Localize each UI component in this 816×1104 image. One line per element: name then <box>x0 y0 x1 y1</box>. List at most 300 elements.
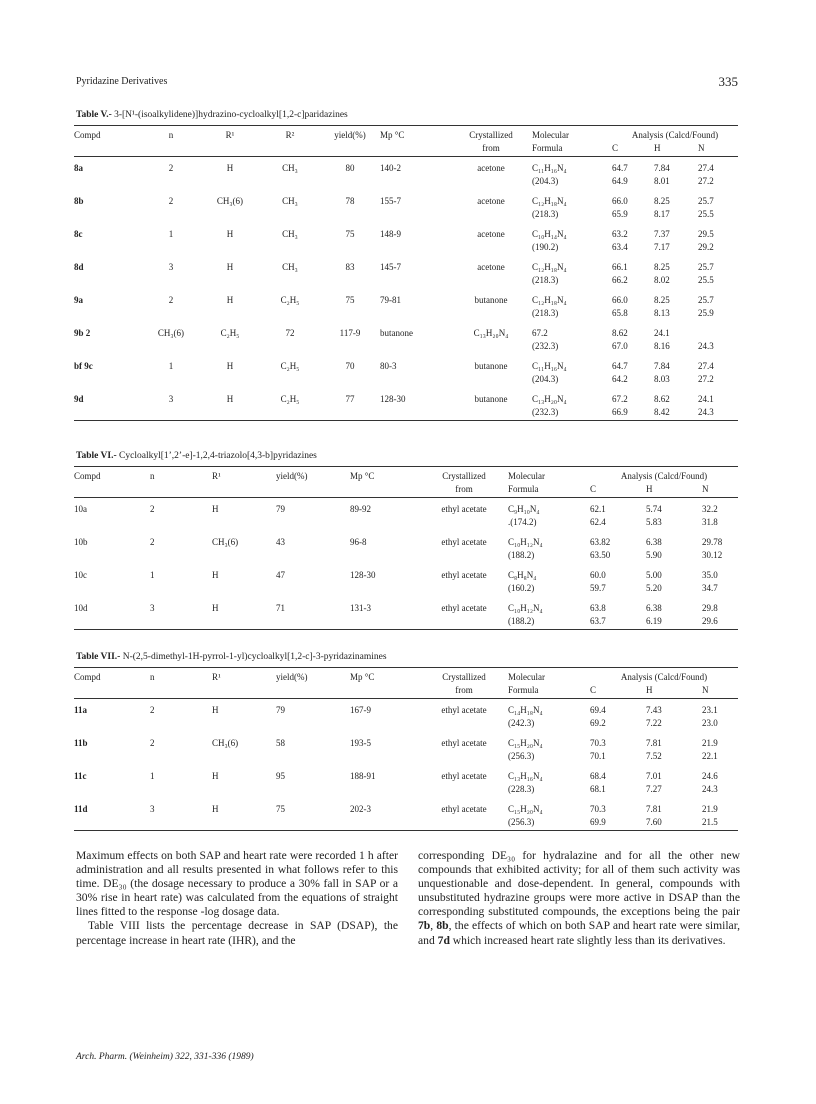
table-cell <box>142 175 200 188</box>
table-cell: 11b <box>74 738 88 748</box>
table-cell: 68.4 <box>590 771 606 781</box>
running-head <box>74 76 738 90</box>
table-cell: ethyl acetate <box>441 537 487 547</box>
table-cell: 11c <box>74 771 87 781</box>
table-cell: 6.38 <box>646 537 662 547</box>
table-cell: 10c <box>74 570 87 580</box>
table-cell: 7.17 <box>654 241 670 252</box>
body-column-right <box>418 849 740 948</box>
table-cell: C₁₃H₁₆N₄ <box>508 771 543 781</box>
table-cell <box>450 208 532 221</box>
table-cell: 8c <box>74 229 83 239</box>
table-cell: 78 <box>345 196 355 206</box>
table5-title: 3-[N¹-(isoalkylidene)]hydrazino-cycloalkyl[1,2-c]paridazines <box>111 110 348 120</box>
table-cell: 7.81 <box>646 804 662 814</box>
compound-ref: 7b <box>418 919 431 933</box>
table-row <box>74 253 738 274</box>
table-cell <box>142 208 200 221</box>
table-cell <box>450 274 532 287</box>
table-cell <box>200 307 260 320</box>
table-cell <box>276 582 350 595</box>
body-column-left <box>76 849 398 948</box>
table-cell: 25.9 <box>698 307 714 318</box>
table6-label: Table VI.- <box>76 451 117 461</box>
table-cell: 1 <box>150 570 155 580</box>
table-cell <box>150 816 212 831</box>
table-cell: acetone <box>477 262 505 272</box>
table-cell: 7.84 <box>654 163 670 173</box>
table-cell <box>260 340 320 353</box>
table-cell: CH₃(6) <box>212 537 239 547</box>
table-cell: 11a <box>74 705 88 715</box>
table-row <box>74 208 738 221</box>
table-cell: C₁₂H₁₈N₄ <box>532 295 567 305</box>
table-cell: 70.1 <box>590 750 606 761</box>
table-cell: 8.25 <box>654 262 670 272</box>
table-cell: 1 <box>150 771 155 781</box>
table-cell: 34.7 <box>702 582 718 593</box>
table-cell <box>142 307 200 320</box>
table-cell <box>150 582 212 595</box>
text-run: , <box>430 919 437 933</box>
table-cell <box>450 406 532 421</box>
table-cell: H <box>226 295 234 305</box>
col-analysis-header: Analysis (Calcd/Found) <box>590 668 738 684</box>
table-cell: 29.78 <box>702 537 723 547</box>
table-cell: C₁₄H₁₈N₄ <box>508 705 543 715</box>
table-cell: 2 <box>168 295 174 305</box>
table-cell: 71 <box>276 603 285 613</box>
table-cell: (190.2) <box>532 241 559 252</box>
table-cell: 79 <box>276 504 285 514</box>
col-compd-header: Compd <box>74 668 150 684</box>
table-cell <box>142 274 200 287</box>
table-cell <box>420 615 508 630</box>
table-cell: 29.6 <box>702 615 738 630</box>
table-cell: 8.25 <box>654 295 670 305</box>
table-cell: 131-3 <box>350 603 371 613</box>
table6-title: Cycloalkyl[1’,2’-e]-1,2,4-triazolo[4,3-b]pyridazines <box>116 451 317 461</box>
table-cell: (232.3) <box>532 340 559 351</box>
table-cell: 7.84 <box>654 361 670 371</box>
table-cell: H <box>226 262 234 272</box>
table-cell <box>150 549 212 562</box>
table-cell: 68.1 <box>590 783 606 794</box>
table-cell <box>200 274 260 287</box>
table-cell: 8.16 <box>654 340 670 351</box>
table-cell: C₁₅H₂₀N₄ <box>508 804 543 814</box>
paragraph <box>418 849 740 948</box>
table-cell: 10b <box>74 537 88 547</box>
table-cell: 5.20 <box>646 582 662 593</box>
table-cell: ethyl acetate <box>441 771 487 781</box>
table-cell: 7.37 <box>654 229 670 239</box>
table-cell: C₁₀H₁₂N₄ <box>508 603 543 613</box>
table-cell: 3 <box>168 394 174 404</box>
table-cell: 7.60 <box>646 816 702 831</box>
table-cell: 140-2 <box>380 163 401 173</box>
table-cell: 2 <box>168 163 174 173</box>
table5-header-row <box>74 126 738 142</box>
table-cell: (204.3) <box>532 175 559 186</box>
table-cell: 25.5 <box>698 208 714 219</box>
table-cell <box>320 274 380 287</box>
table-cell <box>380 406 450 421</box>
table-cell <box>350 549 420 562</box>
table-cell: 83 <box>345 262 355 272</box>
table-cell: 8.42 <box>654 406 698 421</box>
table-cell: 25.5 <box>698 274 714 285</box>
table-cell: 3 <box>168 262 174 272</box>
table-cell: ethyl acetate <box>441 738 487 748</box>
table-cell: 5.74 <box>646 504 662 514</box>
table-cell <box>260 208 320 221</box>
table-cell: 128-30 <box>380 394 406 404</box>
table-cell <box>380 241 450 254</box>
table-row <box>74 175 738 188</box>
col-from-header: from <box>420 483 508 498</box>
table-cell <box>260 274 320 287</box>
table-cell: H <box>212 771 219 781</box>
table-row <box>74 816 738 831</box>
table7-title: N-(2,5-dimethyl-1H-pyrrol-1-yl)cycloalkyl[1,2-c]-3-pyridazinamines <box>120 652 387 662</box>
table-cell: 167-9 <box>350 705 371 715</box>
table-cell: 8.25 <box>654 196 670 206</box>
table-row <box>74 157 738 175</box>
table-cell <box>276 549 350 562</box>
table-cell: 1 <box>168 361 174 371</box>
table-cell: .(174.2) <box>508 516 537 527</box>
table-cell: 64.7 <box>612 361 628 371</box>
table-cell: 7.43 <box>646 705 662 715</box>
table-cell: 25.7 <box>698 262 714 272</box>
table-cell <box>74 175 142 188</box>
table-cell <box>350 582 420 595</box>
table-cell: 7.01 <box>646 771 662 781</box>
table-cell: 24.3 <box>698 340 714 351</box>
table-row <box>74 717 738 730</box>
col-analysis-header: Analysis (Calcd/Found) <box>612 126 738 142</box>
table-cell <box>380 175 450 188</box>
table-cell <box>320 340 380 353</box>
table-cell <box>142 406 200 421</box>
table-cell: 202-3 <box>350 804 371 814</box>
table-cell: C₁₅H₂₀N₄ <box>508 738 543 748</box>
table-cell <box>74 615 150 630</box>
col-compd-header: Compd <box>74 467 150 483</box>
text-run: which increased heart rate slightly less than its derivatives. <box>449 933 726 947</box>
table-cell: 9a <box>74 295 83 305</box>
table-cell: 77 <box>345 394 355 404</box>
table-row <box>74 498 738 516</box>
table-cell <box>74 582 150 595</box>
table5-body <box>74 157 738 421</box>
table-cell: (204.3) <box>532 373 559 384</box>
table-cell: 9b 2 <box>74 328 91 338</box>
table-cell: 24.3 <box>702 783 718 794</box>
table-row <box>74 699 738 717</box>
col-analysis-header: Analysis (Calcd/Found) <box>590 467 738 483</box>
col-mp-header: Mp °C <box>350 668 420 684</box>
table-cell: (256.3) <box>508 750 535 761</box>
table-cell <box>212 582 276 595</box>
paragraph: Maximum effects on both SAP and heart rate were recorded 1 h after administration and all results presented in what follows refer to this time. DE₃₀ (the dosage necessary to produce a 30% fall in SAP or a 30% rise in heart rate) was calculated from the equations of straight lines fitted to the response -log dosage data. <box>76 849 398 919</box>
table-cell <box>420 750 508 763</box>
table-cell: 66.0 <box>612 196 628 206</box>
table7-label: Table VII.- <box>76 652 121 662</box>
table-cell <box>450 175 532 188</box>
table-cell <box>74 816 150 831</box>
table-cell <box>200 208 260 221</box>
table-row <box>74 340 738 353</box>
table-cell: 60.0 <box>590 570 606 580</box>
table-cell: 80-3 <box>380 361 397 371</box>
table-cell <box>350 783 420 796</box>
table-cell: 24.6 <box>702 771 718 781</box>
table-cell: 5.00 <box>646 570 662 580</box>
table-cell: 2 <box>168 196 174 206</box>
table-cell: 66.0 <box>612 295 628 305</box>
col-from-header: from <box>450 142 532 157</box>
table-cell: 9d <box>74 394 84 404</box>
journal-citation: Arch. Pharm. (Weinheim) 322, 331-336 (1989) <box>76 1052 254 1062</box>
table-cell: 117-9 <box>339 328 361 338</box>
table-cell <box>350 816 420 831</box>
table-cell: 69.4 <box>590 705 606 715</box>
table-cell <box>420 549 508 562</box>
table-cell: (242.3) <box>508 717 535 728</box>
col-n-header: n <box>150 668 212 684</box>
table7-caption <box>76 652 387 662</box>
table-cell: 43 <box>276 537 285 547</box>
col-n-header: n <box>142 126 200 142</box>
table-cell: 8d <box>74 262 84 272</box>
table-cell: 3 <box>150 603 155 613</box>
col-cryst-header: Crystallized <box>420 668 508 684</box>
text-run: corresponding DE₃₀ for hydralazine and for all the other new compounds that exhibited activity; for all of them such activity was unquestionable and dose-dependent. In general, compounds with unsubstituted hydrazine groups were more active in DSAP than the corresponding substituted compounds, the exceptions being the pair <box>418 849 740 919</box>
table-cell: 155-7 <box>380 196 401 206</box>
table-cell <box>380 274 450 287</box>
table-cell <box>200 406 260 421</box>
table-cell <box>420 816 508 831</box>
table-cell: butanone <box>474 295 508 305</box>
col-c-header: C <box>590 483 646 498</box>
col-compd-header: Compd <box>74 126 142 142</box>
table-row <box>74 783 738 796</box>
col-h-header: H <box>654 142 698 157</box>
table-cell <box>320 175 380 188</box>
table-cell: 128-30 <box>350 570 376 580</box>
table-cell: 8.13 <box>654 307 670 318</box>
table-row <box>74 594 738 615</box>
table-cell: 8a <box>74 163 83 173</box>
col-n-header: n <box>150 467 212 483</box>
table-cell: 8.01 <box>654 175 670 186</box>
table-cell: butanone <box>474 394 508 404</box>
table-cell <box>150 717 212 730</box>
page-number: 335 <box>718 74 738 89</box>
table-cell <box>142 340 200 353</box>
table-cell: 23.0 <box>702 717 718 728</box>
table-cell <box>150 516 212 529</box>
table-cell: 27.4 <box>698 163 714 173</box>
table-cell <box>420 783 508 796</box>
table-cell: C₁₁H₁₆N₄ <box>532 163 567 173</box>
table-cell <box>200 241 260 254</box>
table-cell <box>200 340 260 353</box>
table7 <box>74 667 738 831</box>
table-cell: 11d <box>74 804 88 814</box>
table-cell: 65.8 <box>612 307 628 318</box>
table-row <box>74 187 738 208</box>
table-cell <box>212 783 276 796</box>
col-r1-header: R¹ <box>212 467 276 483</box>
table-cell: 63.50 <box>590 549 611 560</box>
table-cell: 148-9 <box>380 229 401 239</box>
table-cell: 62.1 <box>590 504 606 514</box>
table-cell: H <box>226 361 234 371</box>
table-cell: ethyl acetate <box>441 705 487 715</box>
table-cell: 2 <box>150 504 155 514</box>
table-cell <box>276 615 350 630</box>
table-cell: butanone <box>474 361 508 371</box>
table-row <box>74 286 738 307</box>
table-cell <box>698 319 738 340</box>
table-cell: C₁₀H₁₂N₄ <box>508 537 543 547</box>
table5-caption <box>76 110 348 120</box>
table-cell: 2 <box>150 537 155 547</box>
col-c-header: C <box>590 684 646 699</box>
table-cell: (228.3) <box>508 783 535 794</box>
table-cell: C₁₂H₁₈N₄ <box>532 262 567 272</box>
table-cell <box>276 783 350 796</box>
table-row <box>74 352 738 373</box>
table-cell <box>150 615 212 630</box>
col-formula-header: Molecular <box>532 126 612 142</box>
table-cell: (188.2) <box>508 549 535 560</box>
table-cell: 145-7 <box>380 262 401 272</box>
table-row <box>74 516 738 529</box>
table-cell: C₉H₁₀N₄ <box>508 504 540 514</box>
table-cell: CH₃(6) <box>157 328 185 338</box>
table-cell: H <box>226 394 234 404</box>
table-cell: 72 <box>285 328 295 338</box>
table-cell: C₈H₈N₄ <box>508 570 537 580</box>
table-row <box>74 528 738 549</box>
table-cell <box>74 549 150 562</box>
table-cell: 7.81 <box>646 738 662 748</box>
table-cell: H <box>212 804 219 814</box>
table-cell: 5.83 <box>646 516 662 527</box>
table-cell: 80 <box>345 163 355 173</box>
table-row <box>74 615 738 630</box>
table-cell: (218.3) <box>532 307 559 318</box>
table-cell: CH₃ <box>282 196 298 206</box>
table-cell: 5.90 <box>646 549 662 560</box>
compound-ref: 7d <box>437 933 450 947</box>
table-cell: 25.7 <box>698 196 714 206</box>
table-row <box>74 373 738 386</box>
table6 <box>74 466 738 630</box>
table-cell: 75 <box>345 229 355 239</box>
table-cell <box>260 406 320 421</box>
table-cell <box>212 516 276 529</box>
table-cell <box>200 373 260 386</box>
table-cell: 23.1 <box>702 705 718 715</box>
table-cell: C₂H₅ <box>280 295 300 305</box>
table-cell <box>260 373 320 386</box>
table-cell: 30.12 <box>702 549 723 560</box>
table-cell: H <box>212 570 219 580</box>
table-cell: 193-5 <box>350 738 371 748</box>
table-cell <box>74 373 142 386</box>
table-cell: (188.2) <box>508 615 590 630</box>
table-cell: 31.8 <box>702 516 718 527</box>
paragraph: Table VIII lists the percentage decrease in SAP (DSAP), the percentage increase in heart rate (IHR), and the <box>76 919 398 947</box>
table-cell: 64.7 <box>612 163 628 173</box>
table-cell: 27.2 <box>698 373 714 384</box>
table-cell: 2 <box>150 738 155 748</box>
table-cell: 70.3 <box>590 804 606 814</box>
table-cell <box>260 241 320 254</box>
table-cell: 27.4 <box>698 361 714 371</box>
table-cell <box>450 373 532 386</box>
table-cell <box>276 816 350 831</box>
col-h-header: H <box>646 483 702 498</box>
table-cell: 59.7 <box>590 582 606 593</box>
table-cell: 70 <box>345 361 355 371</box>
table-cell: 24.3 <box>698 406 738 421</box>
table-row <box>74 319 738 340</box>
col-yield-header: yield(%) <box>276 467 350 483</box>
table-cell: 8.03 <box>654 373 670 384</box>
table-cell: (232.3) <box>532 406 612 421</box>
table-cell <box>74 516 150 529</box>
table-cell: (256.3) <box>508 816 590 831</box>
table-cell <box>320 406 380 421</box>
table-cell: 65.9 <box>612 208 628 219</box>
table-row <box>74 307 738 320</box>
col-from-header: from <box>420 684 508 699</box>
table-cell: butanone <box>380 328 413 338</box>
col-n2-header: N <box>702 483 738 498</box>
table-cell: 66.2 <box>612 274 628 285</box>
table-cell: 24.1 <box>698 394 714 404</box>
table-cell: 25.7 <box>698 295 714 305</box>
table-cell: 8b <box>74 196 84 206</box>
table-cell <box>150 783 212 796</box>
table-cell: C₂H₅ <box>220 328 240 338</box>
table7-header-row <box>74 668 738 684</box>
table-cell: (160.2) <box>508 582 535 593</box>
table-cell <box>74 241 142 254</box>
table-cell: 3 <box>150 804 155 814</box>
table-cell: H <box>226 229 234 239</box>
table-cell <box>450 241 532 254</box>
table-cell: 62.4 <box>590 516 606 527</box>
table-cell: CH₃ <box>282 262 298 272</box>
col-cryst-header: Crystallized <box>420 467 508 483</box>
table-cell <box>380 340 450 353</box>
table-cell: 58 <box>276 738 285 748</box>
col-mp-header: Mp °C <box>380 126 450 142</box>
table-cell <box>74 340 142 353</box>
table6-subheader-row <box>74 483 738 498</box>
table-cell: H <box>226 163 234 173</box>
table-cell <box>380 373 450 386</box>
table-cell: 188-91 <box>350 771 376 781</box>
table-cell <box>276 717 350 730</box>
